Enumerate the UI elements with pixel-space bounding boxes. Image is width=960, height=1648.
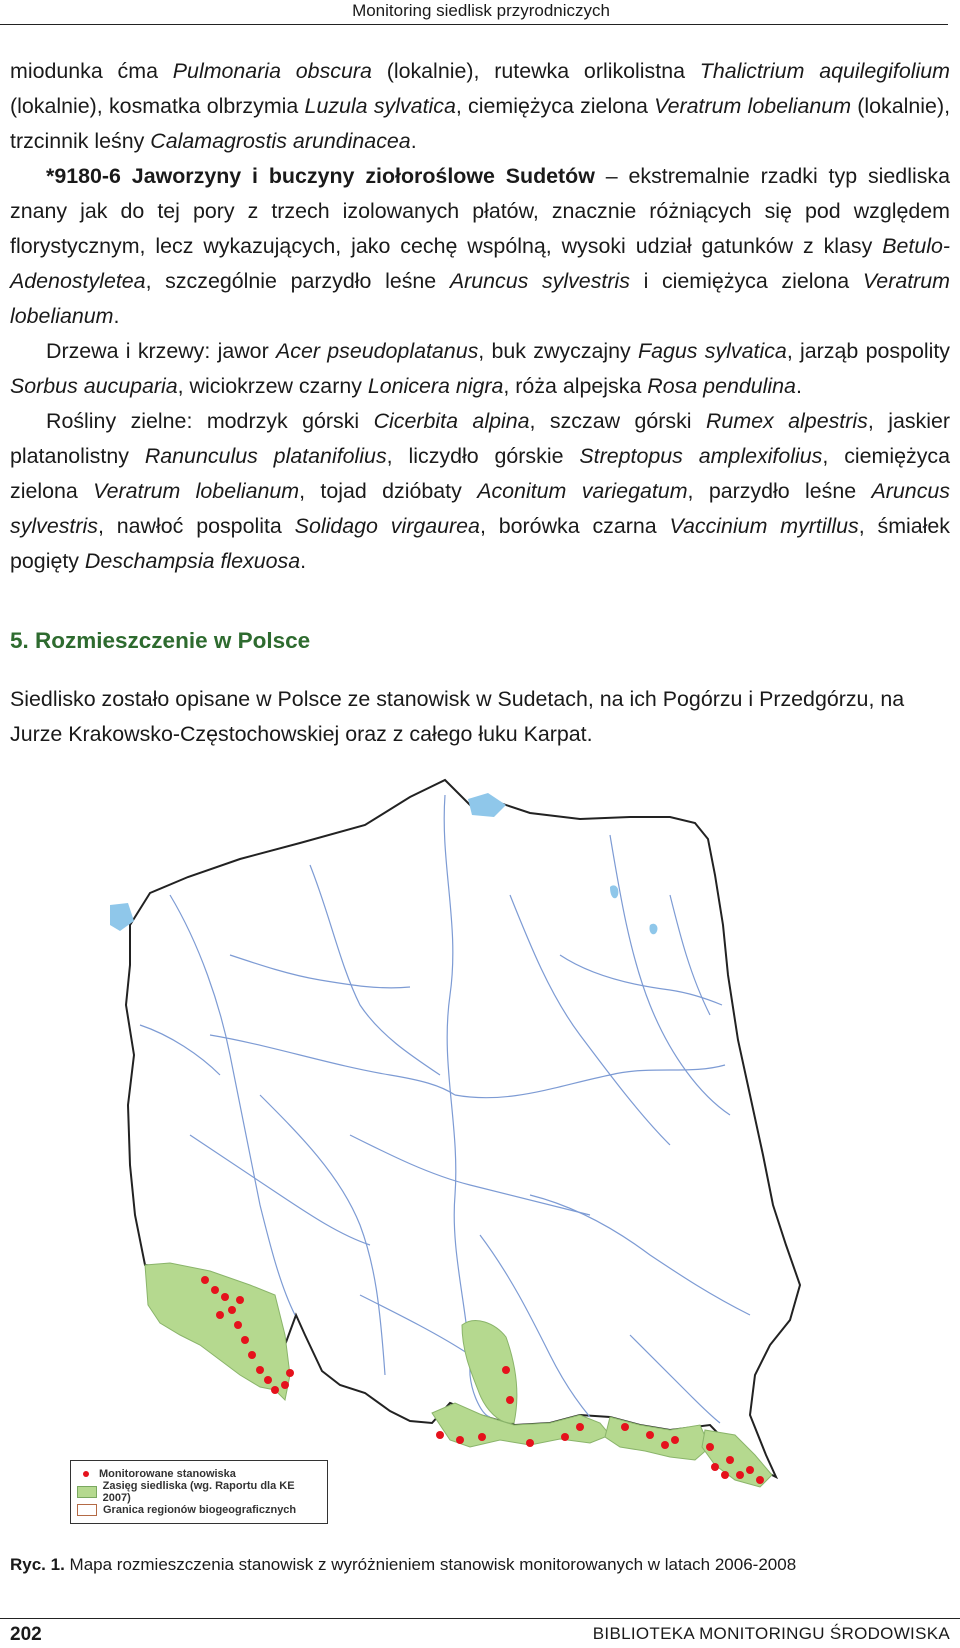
caption-text: Mapa rozmieszczenia stanowisk z wyróżnieniem stanowisk monitorowanych w latach 2006-2008 (64, 1555, 797, 1574)
map-legend (70, 1460, 328, 1524)
species-name: Rumex alpestris (705, 409, 868, 433)
running-header (0, 0, 948, 25)
series-title: BIBLIOTEKA MONITORINGU ŚRODOWISKA (592, 1624, 950, 1643)
text-run: , parzydło leśne (687, 479, 872, 503)
footer-rule (0, 1618, 960, 1619)
figure-caption (10, 1555, 796, 1575)
text-run: , jaskier platanolistny (10, 409, 951, 468)
legend-border-icon (77, 1504, 97, 1516)
species-name: Thalictrium aquilegifolium (699, 59, 950, 83)
text-run: . (300, 549, 307, 573)
text-run: , liczydło górskie (386, 444, 580, 468)
species-name: Aconitum variegatum (477, 479, 688, 503)
legend-area-icon (77, 1486, 97, 1498)
distribution-map (110, 775, 820, 1535)
text-run: , buk zwyczajny (478, 339, 639, 363)
body-text (10, 54, 950, 579)
text-run: i ciemiężyca zielona (629, 269, 863, 293)
species-name: Deschampsia flexuosa (84, 549, 301, 573)
text-run: , szczaw górski (529, 409, 706, 433)
text-run: . (795, 374, 802, 398)
species-name: Veratrum lobelianum (10, 269, 950, 328)
legend-label-range: Zasięg siedliska (wg. Raportu dla KE 2007) (102, 1480, 295, 1504)
text-run: , nawłoć pospolita (97, 514, 295, 538)
text-run: – ekstremalnie rzadki typ siedliska znany jak do tej pory z trzech izolowanych płatów, znacznie różniących się pod względem florystycznym, lecz wykazujących, jako cechę wspólną, wysoki udział gatunków z klasy (10, 164, 950, 258)
species-name: Betulo-Adenostyletea (10, 234, 950, 293)
species-name: Calamagrostis arundinacea (150, 129, 411, 153)
text-run: (lokalnie), rutewka orlikolistna (371, 59, 700, 83)
species-name: Aruncus sylvestris (10, 479, 950, 538)
species-name: Vaccinium myrtillus (669, 514, 859, 538)
legend-row-border (77, 1501, 321, 1519)
distribution-text: Siedlisko zostało opisane w Polsce ze stanowisk w Sudetach, na ich Pogórzu i Przedgórzu, na Jurze Krakowsko-Częstochowskiej oraz z całego łuku Karpat. (10, 687, 905, 746)
text-run: Drzewa i krzewy: jawor (46, 339, 276, 363)
species-name: Rosa pendulina (647, 374, 796, 398)
country-outline (126, 780, 800, 1477)
habitat-title: *9180-6 Jaworzyny i buczyny ziołoroślowe Sudetów (46, 164, 595, 188)
poland-map-graphic (110, 775, 820, 1535)
species-name: Aruncus sylvestris (449, 269, 630, 293)
text-run: . (410, 129, 417, 153)
species-name: Sorbus aucuparia (10, 374, 178, 398)
legend-label-border: Granica regionów biogeograficznych (103, 1504, 297, 1516)
species-name: Fagus sylvatica (638, 339, 787, 363)
paragraph-habitat-9180-6 (10, 159, 950, 334)
legend-dot-icon (83, 1471, 89, 1477)
species-name: Ranunculus platanifolius (144, 444, 387, 468)
species-name: Lonicera nigra (367, 374, 504, 398)
species-name: Streptopus amplexifolius (579, 444, 823, 468)
text-run: , wiciokrzew czarny (177, 374, 368, 398)
paragraph-herbaceous-plants (10, 404, 950, 579)
paragraph-species-list (10, 54, 950, 159)
text-run: , ciemiężyca zielona (10, 444, 951, 503)
species-name: Pulmonaria obscura (172, 59, 372, 83)
text-run: (lokalnie), kosmatka olbrzymia (10, 94, 305, 118)
text-run: , tojad dzióbaty (299, 479, 478, 503)
text-run: (lokalnie), trzcinnik leśny (10, 94, 951, 153)
running-title: Monitoring siedlisk przyrodniczych (352, 1, 610, 20)
text-run: , śmiałek pogięty (10, 514, 951, 573)
text-run: , jarząb pospolity (786, 339, 950, 363)
species-name: Veratrum lobelianum (654, 94, 852, 118)
page-number: 202 (10, 1624, 42, 1645)
paragraph-trees-shrubs (10, 334, 950, 404)
legend-label-sites: Monitorowane stanowiska (99, 1468, 236, 1480)
species-name: Veratrum lobelianum (93, 479, 300, 503)
text-run: , ciemiężyca zielona (455, 94, 655, 118)
text-run: miodunka ćma (10, 59, 173, 83)
text-run: , róża alpejska (503, 374, 648, 398)
species-name: Luzula sylvatica (304, 94, 456, 118)
text-run: , szczególnie parzydło leśne (145, 269, 450, 293)
text-run: Rośliny zielne: modrzyk górski (46, 409, 374, 433)
species-name: Acer pseudoplatanus (275, 339, 479, 363)
species-name: Solidago virgaurea (294, 514, 480, 538)
legend-row-range (77, 1480, 321, 1504)
text-run: . (113, 304, 120, 328)
text-run: , borówka czarna (479, 514, 670, 538)
section-heading: 5. Rozmieszczenie w Polsce (10, 628, 311, 653)
caption-label: Ryc. 1. (10, 1555, 65, 1574)
species-name: Cicerbita alpina (373, 409, 530, 433)
